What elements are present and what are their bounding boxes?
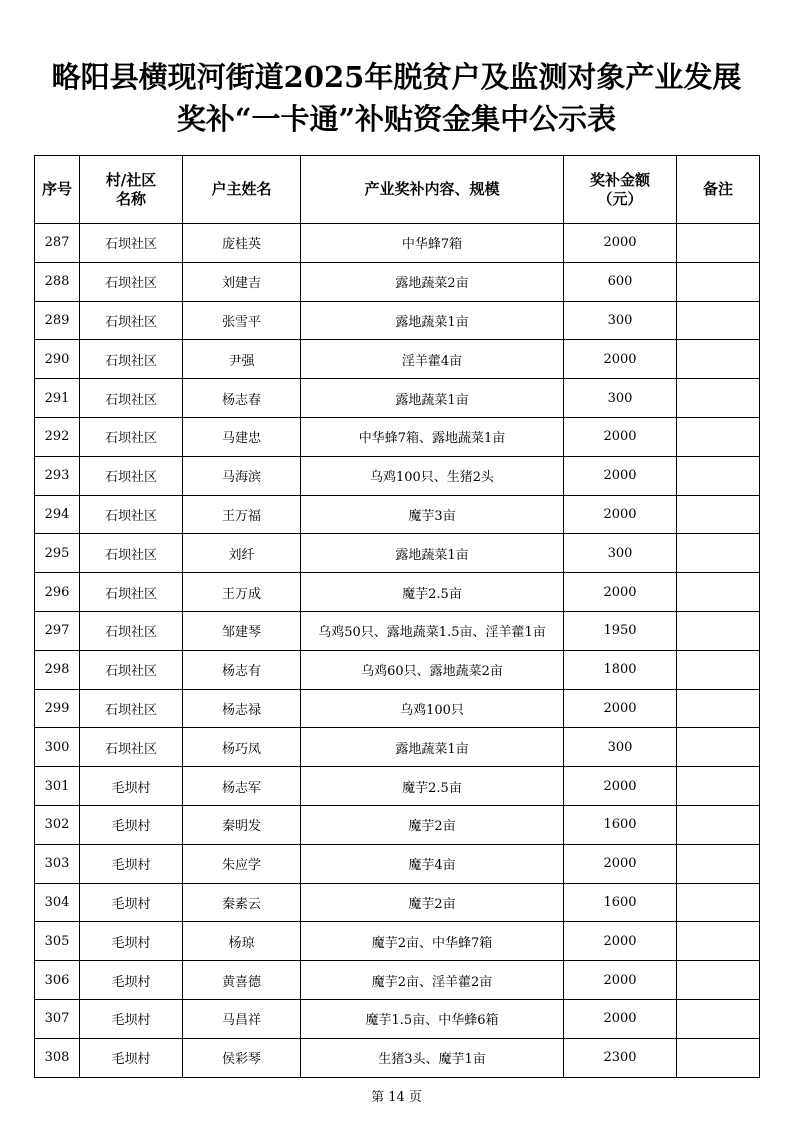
table-row [35,417,760,456]
cell-amount: 2000 [564,417,677,456]
cell-village: 毛坝村 [80,999,183,1038]
cell-no: 305 [35,922,80,961]
cell-content: 露地蔬菜1亩 [301,301,564,340]
cell-no: 299 [35,689,80,728]
header-amount-line2: （元） [597,189,643,208]
cell-no: 289 [35,301,80,340]
cell-amount: 300 [564,728,677,767]
cell-remark [677,999,760,1038]
cell-village: 毛坝村 [80,922,183,961]
cell-remark [677,495,760,534]
header-village-line1: 村/社区 [105,170,157,189]
cell-name: 杨志禄 [183,689,301,728]
cell-no: 294 [35,495,80,534]
cell-remark [677,767,760,806]
cell-name: 黄喜德 [183,961,301,1000]
cell-village: 石坝社区 [80,417,183,456]
table-row [35,844,760,883]
cell-name: 张雪平 [183,301,301,340]
cell-no: 297 [35,611,80,650]
table-row [35,495,760,534]
cell-remark [677,224,760,263]
cell-amount: 2000 [564,224,677,263]
cell-no: 292 [35,417,80,456]
cell-village: 毛坝村 [80,767,183,806]
cell-name: 杨巧凤 [183,728,301,767]
table-row [35,534,760,573]
cell-remark [677,805,760,844]
cell-amount: 2000 [564,767,677,806]
cell-remark [677,1038,760,1077]
table-row [35,767,760,806]
cell-amount: 600 [564,262,677,301]
cell-no: 304 [35,883,80,922]
cell-name: 马海滨 [183,456,301,495]
cell-content: 魔芋2亩 [301,883,564,922]
cell-amount: 2300 [564,1038,677,1077]
table-row [35,379,760,418]
cell-name: 杨琼 [183,922,301,961]
cell-content: 魔芋4亩 [301,844,564,883]
header-amount [564,156,677,224]
cell-village: 石坝社区 [80,689,183,728]
cell-name: 王万成 [183,573,301,612]
cell-content: 露地蔬菜1亩 [301,379,564,418]
cell-name: 杨志军 [183,767,301,806]
header-content: 产业奖补内容、规模 [301,156,564,224]
table-row [35,961,760,1000]
table-row [35,1038,760,1077]
cell-no: 302 [35,805,80,844]
cell-content: 中华蜂7箱、露地蔬菜1亩 [301,417,564,456]
cell-amount: 300 [564,379,677,418]
cell-remark [677,844,760,883]
cell-content: 露地蔬菜1亩 [301,728,564,767]
table-row [35,805,760,844]
cell-content: 乌鸡100只、生猪2头 [301,456,564,495]
table-row [35,456,760,495]
cell-content: 魔芋3亩 [301,495,564,534]
table-body [35,224,760,1078]
cell-amount: 2000 [564,456,677,495]
table-row [35,650,760,689]
cell-amount: 2000 [564,961,677,1000]
cell-name: 刘建吉 [183,262,301,301]
cell-village: 石坝社区 [80,611,183,650]
cell-remark [677,922,760,961]
cell-content: 魔芋1.5亩、中华蜂6箱 [301,999,564,1038]
cell-no: 307 [35,999,80,1038]
header-no: 序号 [35,156,80,224]
page-number: 第 14 页 [371,1090,422,1105]
cell-amount: 1800 [564,650,677,689]
cell-no: 291 [35,379,80,418]
cell-amount: 2000 [564,340,677,379]
cell-amount: 1600 [564,883,677,922]
cell-name: 侯彩琴 [183,1038,301,1077]
cell-remark [677,961,760,1000]
cell-name: 秦明发 [183,805,301,844]
cell-amount: 2000 [564,689,677,728]
cell-remark [677,650,760,689]
cell-no: 303 [35,844,80,883]
cell-content: 淫羊藿4亩 [301,340,564,379]
cell-village: 石坝社区 [80,340,183,379]
cell-name: 刘纤 [183,534,301,573]
table-row [35,224,760,263]
cell-village: 石坝社区 [80,650,183,689]
cell-no: 301 [35,767,80,806]
cell-amount: 2000 [564,495,677,534]
table-row [35,999,760,1038]
header-village [80,156,183,224]
cell-content: 魔芋2亩、淫羊藿2亩 [301,961,564,1000]
cell-no: 290 [35,340,80,379]
table-row [35,883,760,922]
cell-content: 魔芋2亩、中华蜂7箱 [301,922,564,961]
cell-name: 邹建琴 [183,611,301,650]
cell-remark [677,534,760,573]
cell-no: 306 [35,961,80,1000]
cell-remark [677,379,760,418]
cell-village: 石坝社区 [80,262,183,301]
table-row [35,689,760,728]
table-row [35,922,760,961]
cell-no: 296 [35,573,80,612]
table-row [35,573,760,612]
cell-village: 石坝社区 [80,456,183,495]
cell-content: 中华蜂7箱 [301,224,564,263]
cell-remark [677,301,760,340]
header-remark: 备注 [677,156,760,224]
page-title-line2: 奖补“一卡通”补贴资金集中公示表 [176,102,617,136]
cell-remark [677,262,760,301]
cell-village: 石坝社区 [80,495,183,534]
cell-no: 288 [35,262,80,301]
cell-name: 朱应学 [183,844,301,883]
cell-name: 庞桂英 [183,224,301,263]
cell-name: 王万福 [183,495,301,534]
cell-content: 露地蔬菜1亩 [301,534,564,573]
cell-content: 魔芋2.5亩 [301,767,564,806]
cell-name: 马建忠 [183,417,301,456]
cell-name: 杨志有 [183,650,301,689]
cell-amount: 2000 [564,999,677,1038]
subsidy-table [34,155,760,1078]
cell-remark [677,883,760,922]
cell-no: 287 [35,224,80,263]
cell-village: 石坝社区 [80,379,183,418]
cell-amount: 2000 [564,844,677,883]
cell-no: 295 [35,534,80,573]
cell-content: 魔芋2.5亩 [301,573,564,612]
cell-remark [677,689,760,728]
cell-remark [677,456,760,495]
cell-no: 308 [35,1038,80,1077]
cell-village: 毛坝村 [80,883,183,922]
header-village-line2: 名称 [115,189,146,208]
cell-no: 300 [35,728,80,767]
cell-name: 尹强 [183,340,301,379]
cell-amount: 1950 [564,611,677,650]
cell-village: 毛坝村 [80,844,183,883]
cell-village: 毛坝村 [80,1038,183,1077]
cell-no: 293 [35,456,80,495]
cell-content: 乌鸡50只、露地蔬菜1.5亩、淫羊藿1亩 [301,611,564,650]
cell-amount: 1600 [564,805,677,844]
table-row [35,262,760,301]
cell-amount: 300 [564,301,677,340]
cell-remark [677,728,760,767]
page-title-line1: 略阳县横现河街道2025年脱贫户及监测对象产业发展 [51,60,742,94]
table-header-row [35,156,760,224]
cell-village: 石坝社区 [80,224,183,263]
cell-name: 杨志春 [183,379,301,418]
cell-village: 石坝社区 [80,728,183,767]
table-row [35,340,760,379]
cell-content: 魔芋2亩 [301,805,564,844]
cell-remark [677,611,760,650]
table-row [35,301,760,340]
cell-village: 石坝社区 [80,301,183,340]
header-amount-line1: 奖补金额 [589,170,650,189]
table-row [35,611,760,650]
cell-content: 乌鸡60只、露地蔬菜2亩 [301,650,564,689]
cell-content: 生猪3头、魔芋1亩 [301,1038,564,1077]
table-row [35,728,760,767]
cell-remark [677,340,760,379]
cell-content: 乌鸡100只 [301,689,564,728]
cell-amount: 2000 [564,573,677,612]
cell-amount: 300 [564,534,677,573]
cell-village: 石坝社区 [80,534,183,573]
header-name: 户主姓名 [183,156,301,224]
cell-name: 马昌祥 [183,999,301,1038]
cell-content: 露地蔬菜2亩 [301,262,564,301]
cell-village: 毛坝村 [80,961,183,1000]
cell-amount: 2000 [564,922,677,961]
cell-remark [677,417,760,456]
cell-no: 298 [35,650,80,689]
cell-village: 石坝社区 [80,573,183,612]
cell-remark [677,573,760,612]
cell-village: 毛坝村 [80,805,183,844]
cell-name: 秦素云 [183,883,301,922]
